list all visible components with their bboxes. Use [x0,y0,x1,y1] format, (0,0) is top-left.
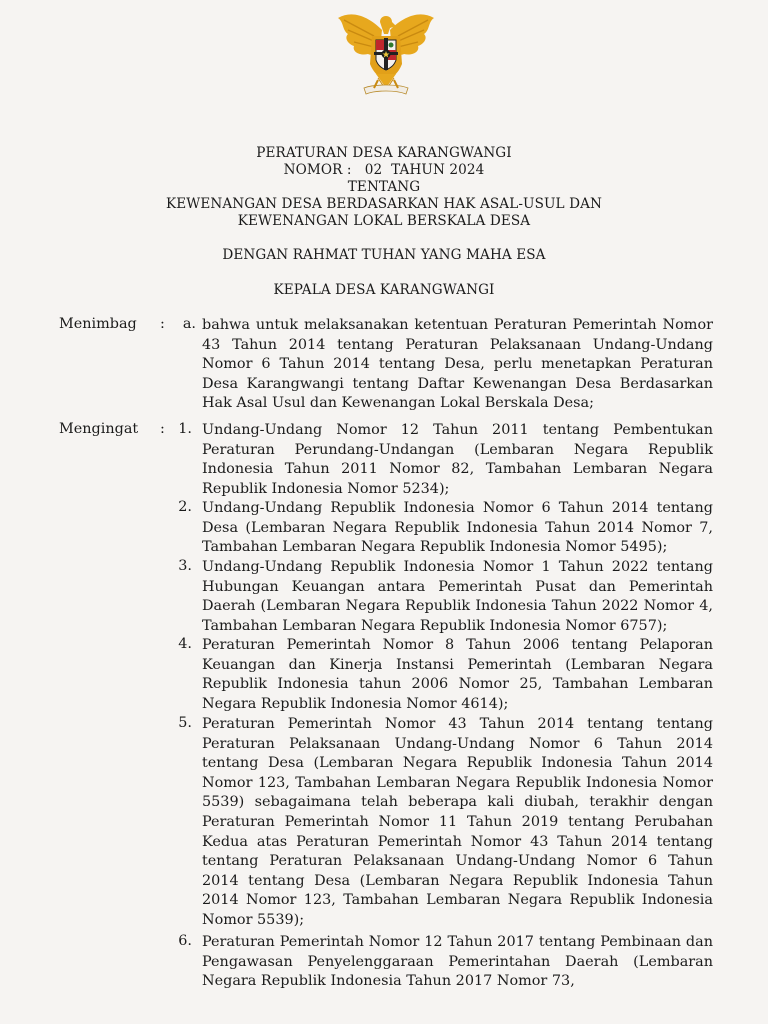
regulation-subject-line2: KEWENANGAN LOKAL BERSKALA DESA [237,213,531,229]
list-item-number: 3. [178,558,192,574]
list-item-text: Peraturan Pemerintah Nomor 8 Tahun 2006 tentang Pelaporan Keuangan dan Kinerja Instansi Pemerintah (Lembaran Negara Republik Indonesia tahun 2006 Nomor 25, Tambahan Lembaran Negara Republik Indonesia Nomor 4614); [202,637,713,712]
list-item-text: Undang-Undang Republik Indonesia Nomor 1 Tahun 2022 tentang Hubungan Keuangan antara Pemerintah Pusat dan Pemerintah Daerah (Lembaran Negara Republik Indonesia Tahun 2022 Nomor 4, Tambahan Lembaran Negara Republik Indonesia Nomor 6757); [202,559,713,634]
list-item-number: 1. [178,421,192,437]
list-item-text: Peraturan Pemerintah Nomor 43 Tahun 2014 tentang tentang Peraturan Pelaksanaan Undang-Undang Nomor 6 Tahun 2014 tentang Desa (Lembaran Negara Republik Indonesia Tahun 2014 Nomor 123, Tambahan Lembaran Negara Republik Indonesia Nomor 5539) sebagaimana telah beberapa kali diubah, terakhir dengan Peraturan Pemerintah Nomor 11 Tahun 2019 tentang Perubahan Kedua atas Peraturan Pemerintah Nomor 43 Tahun 2014 tentang tentang Peraturan Pelaksanaan Undang-Undang Nomor 6 Tahun 2014 tentang Desa (Lembaran Negara Republik Indonesia Tahun 2014 Nomor 123, Tambahan Lembaran Negara Republik Indonesia Nomor 5539); [202,716,713,928]
list-item-number: 4. [178,636,192,652]
official-title: KEPALA DESA KARANGWANGI [273,282,495,298]
regulation-number: NOMOR : 02 TAHUN 2024 [283,162,485,178]
menimbang-colon: : [160,316,165,332]
document-header [0,145,768,230]
regulation-subject-line1: KEWENANGAN DESA BERDASARKAN HAK ASAL-USUL DAN [165,196,602,212]
list-item-number: 6. [178,933,192,949]
garuda-pancasila-emblem [334,8,438,98]
menimbang-letter: a. [182,316,196,332]
mengingat-label: Mengingat [59,421,139,437]
menimbang-label: Menimbag [59,316,137,332]
menimbang-text: bahwa untuk melaksanakan ketentuan Peraturan Pemerintah Nomor 43 Tahun 2014 tentang Peraturan Pelaksanaan Undang-Undang Nomor 6 Tahun 2014 tentang Desa, perlu menetapkan Peraturan Desa Karangwangi tentang Daftar Kewenangan Desa Berdasarkan Hak Asal Usul dan Kewenangan Lokal Berskala Desa; [202,317,713,412]
regulation-title: PERATURAN DESA KARANGWANGI [256,145,512,161]
blessing-line: DENGAN RAHMAT TUHAN YANG MAHA ESA [222,247,546,263]
list-item-text: Undang-Undang Nomor 12 Tahun 2011 tentang Pembentukan Peraturan Perundang-Undangan (Lembaran Negara Republik Indonesia Tahun 2011 Nomor 82, Tambahan Lembaran Negara Republik Indonesia Nomor 5234); [202,422,713,497]
list-item-text: Peraturan Pemerintah Nomor 12 Tahun 2017 tentang Pembinaan dan Pengawasan Penyelenggaraan Pemerintahan Daerah (Lembaran Negara Republik Indonesia Tahun 2017 Nomor 73, [202,934,713,990]
list-item-number: 2. [178,499,192,515]
mengingat-colon: : [160,421,165,437]
tentang-label: TENTANG [347,179,421,195]
list-item-number: 5. [178,715,192,731]
list-item-text: Undang-Undang Republik Indonesia Nomor 6 Tahun 2014 tentang Desa (Lembaran Negara Republik Indonesia Tahun 2014 Nomor 7, Tambahan Lembaran Negara Republik Indonesia Nomor 5495); [202,500,713,556]
